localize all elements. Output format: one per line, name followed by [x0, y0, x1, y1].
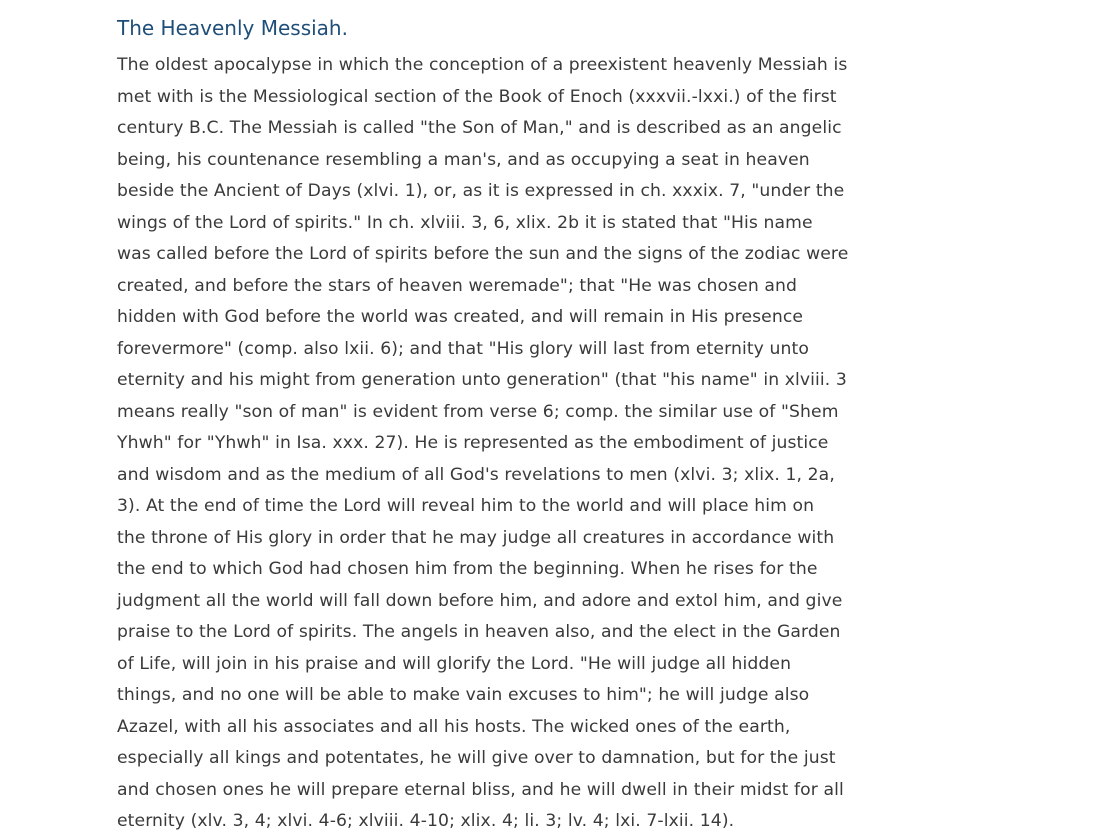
paragraph-line: and wisdom and as the medium of all God's revelations to men (xlvi. 3; xlix. 1, 2a,: [117, 464, 835, 485]
paragraph-line: means really "son of man" is evident from verse 6; comp. the similar use of "Shem: [117, 401, 839, 422]
paragraph-line: was called before the Lord of spirits before the sun and the signs of the zodiac were: [117, 244, 849, 264]
paragraph-line: and chosen ones he will prepare eternal bliss, and he will dwell in their midst for all: [117, 779, 844, 800]
paragraph-line: met with is the Messiological section of the Book of Enoch (xxxvii.-lxxi.) of the first: [117, 86, 837, 107]
paragraph-line: praise to the Lord of spirits. The angels in heaven also, and the elect in the Garden: [117, 622, 841, 642]
paragraph-line: things, and no one will be able to make vain excuses to him"; he will judge also: [117, 685, 810, 705]
paragraph-line: Yhwh" for "Yhwh" in Isa. xxx. 27). He is represented as the embodiment of justice: [117, 433, 829, 453]
paragraph-line: especially all kings and potentates, he will give over to damnation, but for the just: [117, 748, 836, 768]
paragraph-line: of Life, will join in his praise and will glorify the Lord. "He will judge all hidden: [117, 653, 792, 674]
paragraph-line: the throne of His glory in order that he may judge all creatures in accordance with: [117, 527, 835, 548]
paragraph-line: forevermore" (comp. also lxii. 6); and that "His glory will last from eternity unto: [117, 338, 809, 359]
paragraph-line: created, and before the stars of heaven weremade"; that "He was chosen and: [117, 275, 798, 296]
paragraph-line: being, his countenance resembling a man's, and as occupying a seat in heaven: [117, 149, 810, 170]
paragraph-line: The oldest apocalypse in which the conception of a preexistent heavenly Messiah is: [117, 55, 848, 75]
paragraph-line: the end to which God had chosen him from the beginning. When he rises for the: [117, 559, 818, 579]
paragraph-line: century B.C. The Messiah is called "the Son of Man," and is described as an angelic: [117, 118, 842, 138]
paragraph-line: eternity and his might from generation unto generation" (that "his name" in xlviii. 3: [117, 370, 847, 390]
paragraph-line: wings of the Lord of spirits." In ch. xlviii. 3, 6, xlix. 2b it is stated that "His name: [117, 212, 813, 233]
paragraph-line: eternity (xlv. 3, 4; xlvi. 4-6; xlviii. 4-10; xlix. 4; li. 3; lv. 4; lxi. 7-lxii. 14).: [117, 811, 735, 831]
paragraph-line: 3). At the end of time the Lord will reveal him to the world and will place him on: [117, 496, 815, 516]
paragraph-line: hidden with God before the world was created, and will remain in His presence: [117, 307, 804, 327]
paragraph-line: beside the Ancient of Days (xlvi. 1), or, as it is expressed in ch. xxxix. 7, "under the: [117, 181, 845, 201]
section-heading: The Heavenly Messiah.: [117, 16, 348, 40]
paragraph-line: Azazel, with all his associates and all his hosts. The wicked ones of the earth,: [117, 716, 791, 737]
section-paragraph: [117, 50, 887, 838]
paragraph-line: judgment all the world will fall down before him, and adore and extol him, and give: [117, 590, 843, 611]
article: [117, 12, 887, 838]
